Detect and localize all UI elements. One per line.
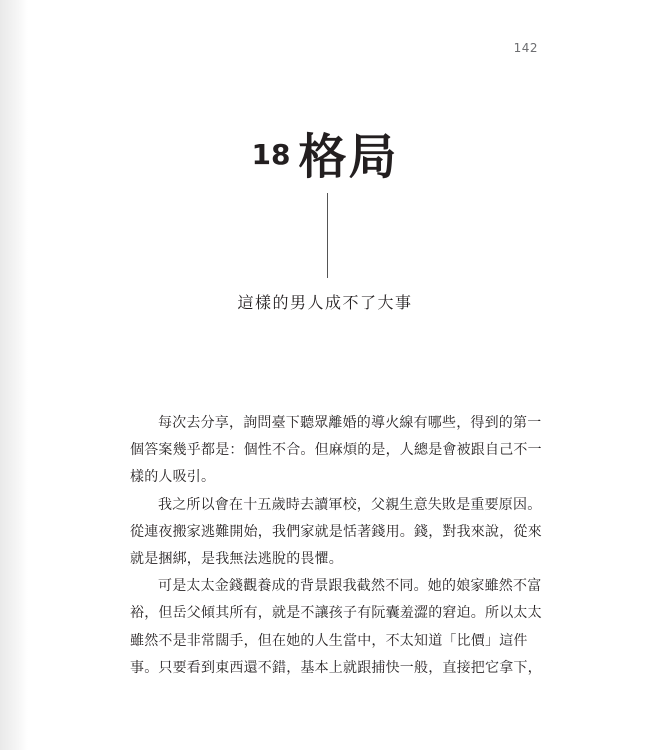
body-line: 裕，但岳父傾其所有，就是不讓孩子有阮囊羞澀的窘迫。所以太太 xyxy=(130,605,542,622)
body-line: 就是捆綁，是我無法逃脫的畏懼。 xyxy=(130,550,343,567)
body-line: 雖然不是非常闊手，但在她的人生當中，不太知道「比價」這件 xyxy=(130,632,528,649)
body-line: 每次去分享，詢問臺下聽眾離婚的導火線有哪些，得到的第一 xyxy=(158,415,542,431)
body-line: 事。只要看到東西還不錯，基本上就跟捕快一般，直接把它拿下， xyxy=(130,659,542,676)
chapter-heading xyxy=(0,118,650,187)
page-number: 142 xyxy=(513,41,538,55)
body-line: 我之所以會在十五歲時去讀軍校，父親生意失敗是重要原因。 xyxy=(158,496,542,513)
page-gutter-shadow xyxy=(0,0,28,750)
body-line: 從連夜搬家逃難開始，我們家就是恬著錢用。錢，對我來說，從來 xyxy=(130,523,542,540)
body-line: 可是太太金錢觀養成的背景跟我截然不同。她的娘家雖然不富 xyxy=(158,578,542,595)
body-text xyxy=(130,410,542,682)
body-line: 樣的人吸引。 xyxy=(130,469,216,486)
chapter-subtitle: 這樣的男人成不了大事 xyxy=(237,293,413,312)
chapter-number: 18 xyxy=(251,138,291,171)
vertical-divider xyxy=(327,193,328,278)
chapter-title: 格局 xyxy=(298,129,399,185)
body-line: 個答案幾乎都是：個性不合。但麻煩的是，人總是會被跟自己不一 xyxy=(130,442,542,459)
